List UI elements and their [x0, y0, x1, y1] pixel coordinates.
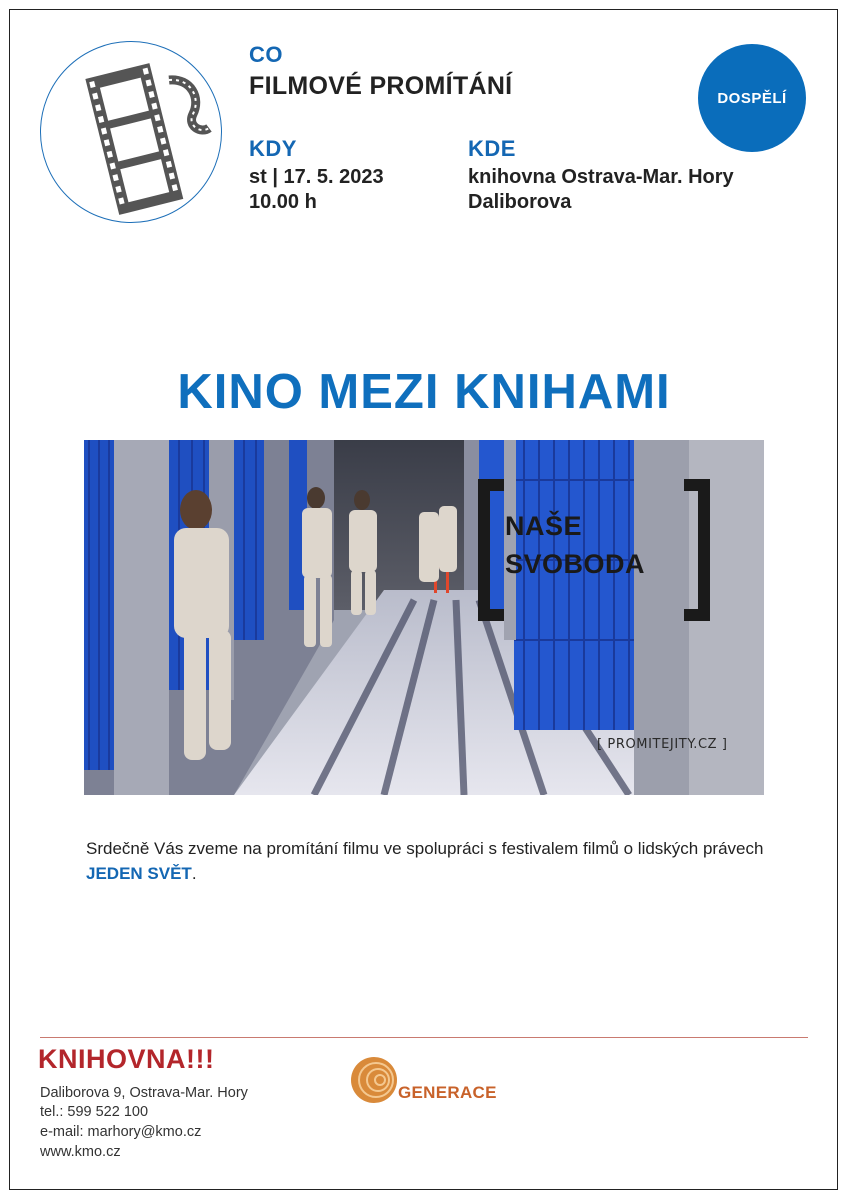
film-title [505, 507, 645, 583]
invitation-text [86, 836, 786, 886]
where-label: KDE [468, 136, 516, 161]
library-phone: tel.: 599 522 100 [40, 1104, 149, 1120]
film-logo [40, 41, 222, 223]
invitation-body: Srdečně Vás zveme na promítání filmu ve spolupráci s festivalem filmů o lidských právech [86, 839, 764, 858]
festival-name: JEDEN SVĚT [86, 864, 192, 883]
library-address: Daliborova 9, Ostrava-Mar. Hory [40, 1085, 248, 1101]
film-title-line2: SVOBODA [505, 549, 646, 579]
library-brand: KNIHOVNA!!! [38, 1044, 215, 1074]
event-street: Daliborova [468, 191, 572, 213]
event-type: FILMOVÉ PROMÍTÁNÍ [249, 72, 513, 100]
film-strip-icon [41, 42, 222, 223]
footer-divider [40, 1037, 808, 1038]
invitation-end: . [191, 864, 197, 883]
library-web: www.kmo.cz [40, 1144, 121, 1160]
event-venue: knihovna Ostrava-Mar. Hory [468, 166, 734, 188]
partner-name: GENERACE [398, 1083, 497, 1102]
watermark: [ PROMITEJITY.CZ ] [597, 737, 728, 752]
event-time: 10.00 h [249, 191, 317, 213]
event-date: st | 17. 5. 2023 [249, 166, 384, 188]
headline: KINO MEZI KNIHAMI [177, 365, 671, 419]
film-title-line1: NAŠE [505, 511, 583, 541]
what-label: CO [249, 42, 283, 67]
when-label: KDY [249, 136, 297, 161]
wood-rings-icon [349, 1055, 399, 1105]
audience-badge: DOSPĚLÍ [698, 44, 806, 152]
library-email: e-mail: marhory@kmo.cz [40, 1124, 202, 1140]
